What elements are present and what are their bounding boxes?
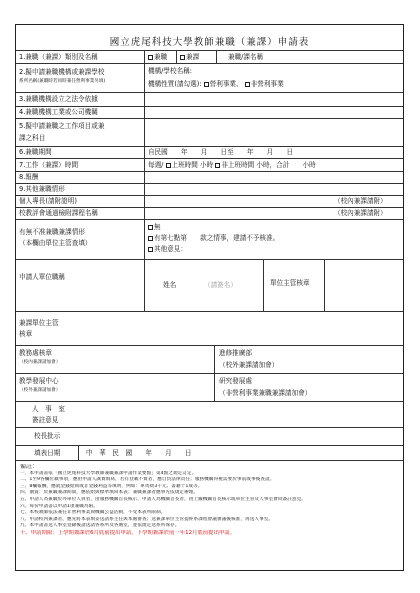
note-course-approval: （校內兼課請附） [334, 209, 387, 217]
note-expertise: （校內兼課請附） [334, 197, 387, 205]
row-restriction-check [16, 219, 403, 259]
note-item: 八、申請校內兼課者，應先將本表填妥送請系主任與本處審查；送兼課單位主管提經系課程會議審議後核准，再送人事室。 [20, 516, 274, 522]
row-teaching-center [16, 373, 403, 401]
option-other-opinion[interactable]: 其他意見： [148, 244, 187, 255]
checkbox-icon [245, 82, 250, 87]
row-agency [16, 106, 403, 118]
label-research-sub: （非營利事業兼職兼課請加會） [219, 389, 312, 397]
label-work-items: 5.擬申請兼職之工作項目或兼 [19, 122, 105, 130]
row-expertise [16, 195, 403, 207]
field-institution-name[interactable]: 機構/學校名稱: [148, 67, 193, 75]
field-period[interactable]: 自民國 年 月 日至 年 月 日 [148, 148, 294, 156]
field-fill-date[interactable]: 中 華 民 國 年 月 日 [86, 449, 192, 457]
label-agency: 4.兼職機構工業或公司機關 [19, 108, 98, 116]
label-category: 1.兼職（兼課）類別及名稱 [19, 53, 98, 61]
label-other-jobs: 9.其他兼職情形 [19, 185, 65, 193]
label-academic-affairs-sub: （校內兼課請加會） [19, 360, 61, 365]
label-academic-affairs: 教務處核章 [19, 349, 52, 357]
option-none[interactable]: 無 [148, 222, 161, 233]
note-item: 七、本校教師依法兼任非營利事業與機關公益活動，不受本表所限制。 [20, 510, 166, 516]
field-work-hours[interactable]: 每週/ 上班時間 小時 非上班時間 小時，合計 小時 [148, 161, 316, 169]
label-applicant: 申請人單位職稱 [19, 273, 66, 281]
label-teaching-center: 教學發展中心 [19, 377, 59, 385]
label-extension-sub: （校外兼課請加會） [219, 361, 279, 369]
option-part-time-job[interactable]: 兼職 [148, 52, 167, 63]
label-pay: 8.報酬 [19, 173, 39, 181]
note-item: 二、1至9各欄位載事項，應由申請人誠實填寫，若有登載不實者，應自負法律責任；服務機關得視需要於事前或事後查證。 [20, 477, 275, 483]
notes-section [16, 460, 403, 572]
checkbox-icon [148, 225, 153, 230]
checkbox-icon [148, 236, 153, 241]
note-item: 九、本申請書送人事室登錄後請送請各系所及各處室，並依規定送系所保存。 [20, 523, 180, 529]
row-personnel [16, 401, 403, 427]
row-pay [16, 171, 403, 183]
label-institution: 2.擬申請兼職機構或兼課學校 [19, 68, 105, 76]
label-teaching-center-sub: （校外兼課請加會） [19, 388, 61, 393]
row-president [16, 427, 403, 445]
label-legal-basis: 3.兼職機構設立之法令依據 [19, 95, 98, 103]
checkbox-icon [148, 55, 153, 60]
row-work-items [16, 118, 403, 146]
checkbox-icon [215, 163, 220, 168]
row-other-jobs [16, 183, 403, 195]
row-period [16, 146, 403, 158]
field-job-name[interactable]: 兼職/課名稱 [228, 53, 264, 61]
application-form [15, 24, 404, 571]
label-restriction: 有無不准兼職兼課情形 [19, 228, 85, 236]
label-institution-sub: 系所名稱(兼職時若同時兼任營利事業另填) [19, 79, 106, 84]
note-item: 一、本申請書依「國立虎尾科技大學教師兼職兼課申請作業要點」第4點之規定訂定。 [20, 470, 197, 476]
note-item: 四、個資：於兼職兼課期間，應依給與標準填寫本表；兼職兼課者應事先依規定辦理。 [20, 490, 199, 496]
label-name: 姓名 [163, 281, 177, 289]
row-applicant [16, 259, 403, 311]
row-course-approval [16, 207, 403, 219]
notes-list [20, 464, 398, 537]
form-title: 國立虎尾科技大學教師兼職（兼課）申請表 [109, 37, 310, 48]
row-category [16, 50, 403, 63]
row-legal-basis [16, 92, 403, 106]
label-fill-date: 填表日期 [34, 449, 61, 457]
row-fill-date [16, 445, 403, 460]
label-course-approval: 校教評會通過檢附課程名稱 [19, 209, 99, 217]
note-deadline: 十、申請期限：上學期兼課於6月底前提出申請，下學期兼課於前一年12月底前提出申請。 [20, 529, 236, 536]
signature-placeholder[interactable]: （請簽名） [204, 281, 237, 289]
checkbox-icon [166, 163, 171, 168]
checkbox-icon [204, 82, 209, 87]
row-work-hours [16, 158, 403, 171]
checkbox-icon [148, 247, 153, 252]
label-work-items-2: 課之科目 [19, 134, 46, 142]
label-president: 校長批示 [34, 432, 61, 440]
option-violation[interactable]: 有第七點第 款之情事，建請不予核准。 [148, 233, 279, 244]
label-course-supervisor-2: 核章 [19, 330, 33, 338]
label-expertise: 個人專長(請附證明) [19, 197, 77, 205]
label-restriction-2: （本欄由單位主管查填） [19, 239, 92, 247]
note-item: 五、申請人為兼職於外單位人員者，由服務機關首長核示，申請人為機關首長者，由上級機關首長核示或單位主管及人事室會同簽註意見。 [20, 496, 306, 502]
label-work-hours: 7.工作（兼課）時間 [19, 161, 79, 169]
label-personnel: 人 事 室 [32, 405, 65, 413]
checkbox-icon [180, 55, 185, 60]
note-item: 三、8欄報酬，應就金錢給與或非金錢利益等填明，例如：車馬費3千元、書籍十1成等。 [20, 483, 203, 489]
label-research: 研究發展處 [219, 377, 252, 385]
label-personnel-2: 簽註意見 [32, 416, 59, 424]
option-part-time-course[interactable]: 兼課 [180, 52, 199, 63]
row-course-supervisor [16, 311, 403, 345]
label-course-supervisor: 兼課單位主管 [19, 319, 59, 327]
label-extension: 進修推廣部 [219, 349, 252, 357]
label-period: 6.兼職期間 [19, 148, 52, 156]
field-institution-type[interactable]: 機構性質(請勾選): 營利事業、 非營利事業 [148, 80, 284, 88]
note-item: 六、每份申請書以申請1項兼職為限。 [20, 503, 98, 509]
label-supervisor: 單位主管核章 [270, 279, 310, 287]
row-academic-affairs [16, 345, 403, 373]
row-institution [16, 63, 403, 92]
notes-heading: 備註： [20, 464, 39, 470]
